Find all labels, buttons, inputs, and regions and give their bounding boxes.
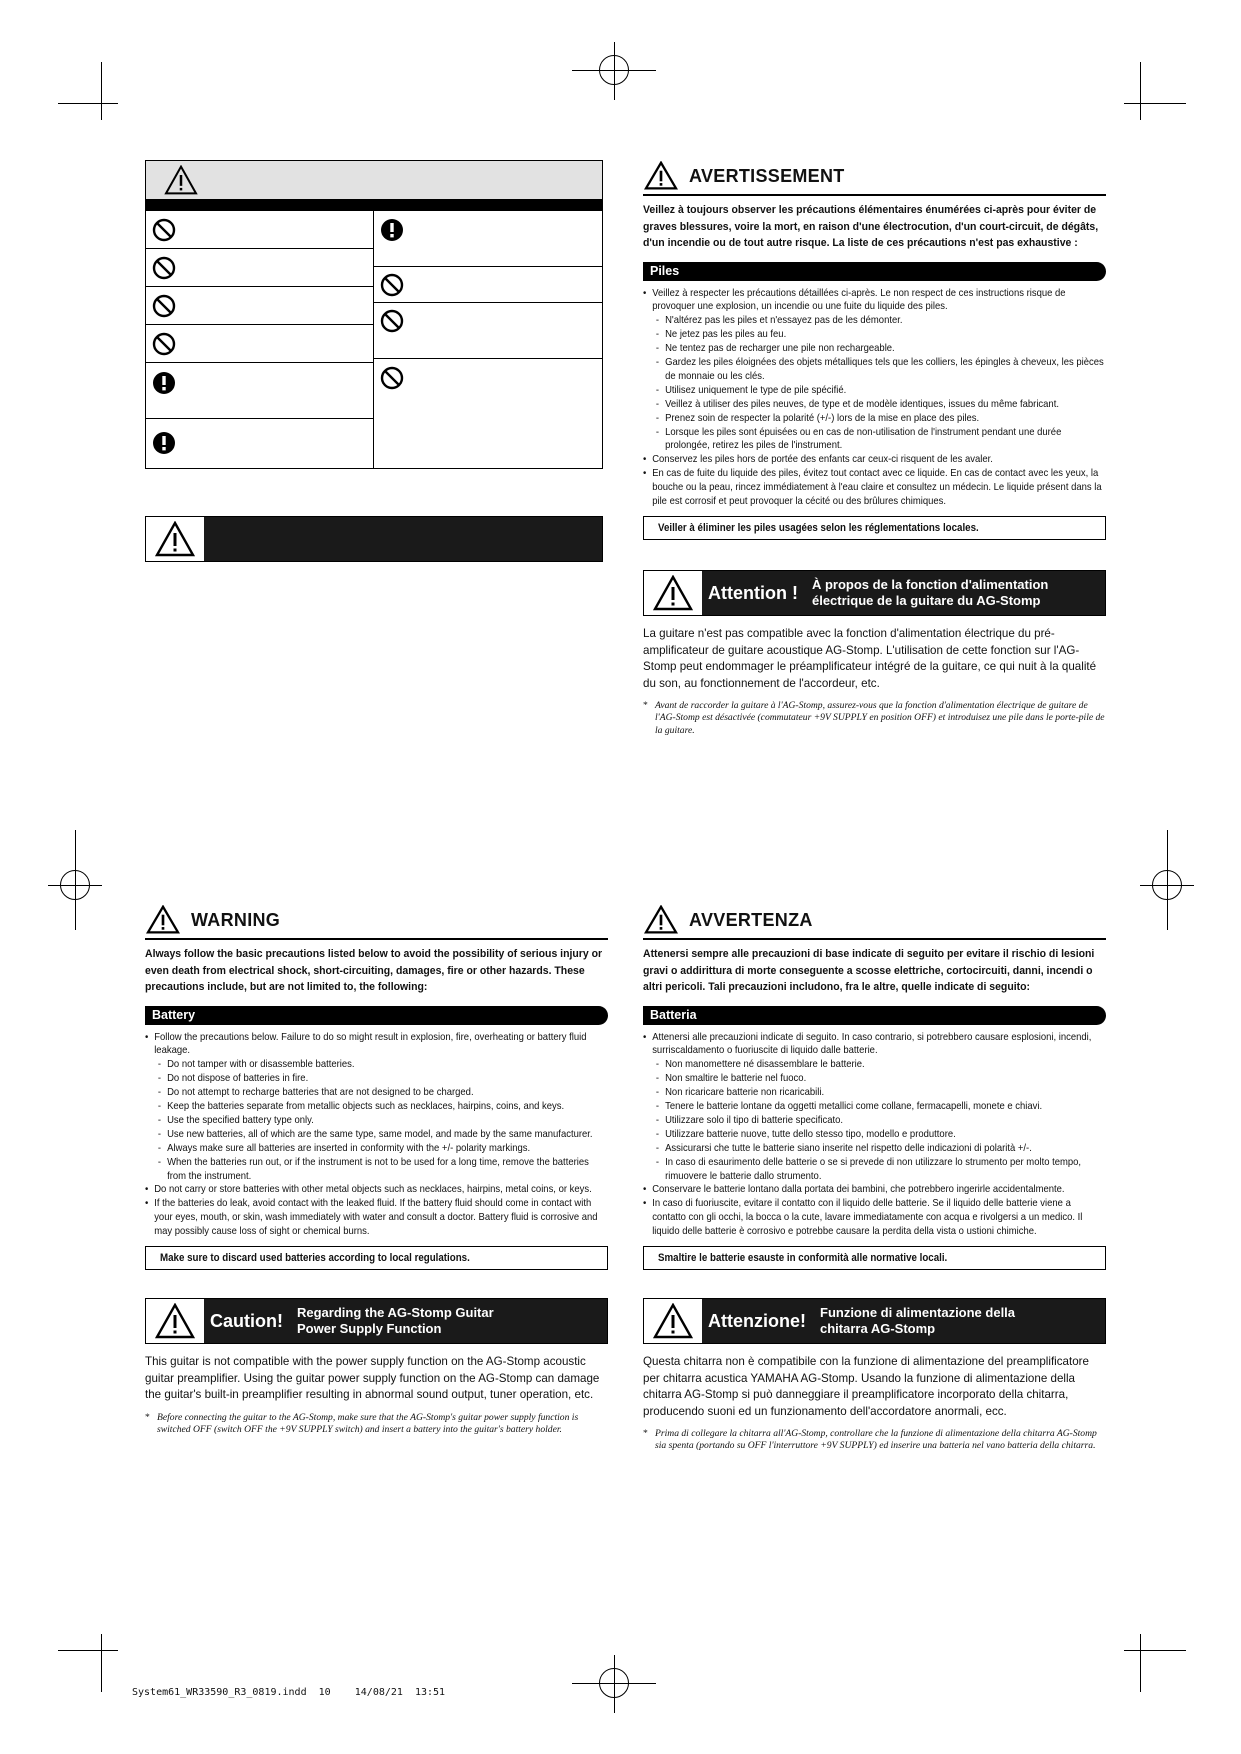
list-item: - Ne tentez pas de recharger une pile non rechargeable. — [643, 342, 1106, 356]
warning-triangle-icon — [653, 1303, 693, 1339]
table-cell — [374, 267, 602, 303]
list-item: - When the batteries run out, or if the instrument is not to be used for a long time, remove the batteries from the instrument. — [145, 1156, 608, 1184]
caution-icon-cell — [146, 517, 204, 561]
mandatory-icon — [152, 431, 176, 455]
intro-text: Attenersi sempre alle precauzioni di base indicate di seguito per evitare il rischio di lesioni gravi o addirittura di morte conseguente a scosse elettriche, cortocircuiti, danni, incendi o altri pericoli. Tali precauzioni includono, fra le altre, quelle indicate di seguito: — [643, 948, 1095, 993]
warning-triangle-icon — [653, 575, 693, 611]
caution-label: Attention ! — [708, 582, 798, 603]
footnote-text: Prima di collegare la chitarra all'AG-Stomp, controllare che la funzione di alimentazione della chitarra AG-Stomp sia spenta (portando su OFF l'interruttore +9V SUPPLY) ed inserire una batteria nel vano batteria della chitarra. — [655, 1428, 1097, 1452]
mandatory-icon — [380, 218, 404, 242]
prohibited-icon — [380, 366, 404, 390]
caution-dark-area — [204, 517, 602, 561]
registration-mark — [614, 1655, 615, 1713]
precautions-list — [643, 1031, 1106, 1240]
table-cell — [146, 325, 373, 363]
caution-paragraph: Questa chitarra non è compatibile con la funzione di alimentazione del preamplificatore per chitarra acustica YAMAHA AG-Stomp. Usando la funzione di alimentazione della chitarra AG-Stomp si può danneggiare il preamplificatore incorporato della chitarra, producendo suoni ed un funzionamento dell'accordatore anormali, ecc. — [643, 1355, 1089, 1418]
caution-label: Attenzione! — [708, 1310, 806, 1331]
disposal-notice — [643, 516, 1106, 540]
list-item: • Conservez les piles hors de portée des enfants car ceux-ci risquent de les avaler. — [643, 453, 1106, 467]
prohibited-icon — [380, 309, 404, 333]
list-item: - Lorsque les piles sont épuisées ou en cas de non-utilisation de l'instrument pendant une durée prolongée, retirez les piles de l'instrument. — [643, 426, 1106, 454]
intro-text: Always follow the basic precautions listed below to avoid the possibility of serious injury or even death from electrical shock, short-circuiting, damages, fire or other hazards. These precautions include, but are not limited to, the following: — [145, 948, 603, 993]
caution-dark-area — [204, 1299, 607, 1343]
list-item: - Ne jetez pas les piles au feu. — [643, 328, 1106, 342]
list-item: • Attenersi alle precauzioni indicate di seguito. In caso contrario, si potrebbero causare esplosioni, incendi, surriscaldamento o fuoriuscite di liquido dalle batterie. — [643, 1031, 1106, 1059]
caution-subtitle — [806, 1305, 1015, 1337]
list-item: - Tenere le batterie lontane da oggetti metallici come collane, fermacapelli, monete e chiavi. — [643, 1100, 1106, 1114]
caution-subtitle-line: chitarra AG-Stomp — [820, 1321, 936, 1337]
mandatory-icon — [152, 371, 176, 395]
footnote-text: Before connecting the guitar to the AG-Stomp, make sure that the AG-Stomp's guitar power supply function is switched OFF (switch OFF the +9V SUPPLY switch) and insert a battery into the guitar's battery holder. — [157, 1411, 579, 1435]
section-header — [643, 904, 1106, 940]
table-cell — [146, 211, 373, 249]
list-item: - Non manomettere né disassemblare le batterie. — [643, 1058, 1106, 1072]
italian-section — [643, 904, 1106, 1453]
list-item: - In caso di esaurimento delle batterie o se si prevede di non utilizzare lo strumento per molto tempo, rimuovere le batterie dallo strumento. — [643, 1156, 1106, 1184]
subsection-label: Piles — [643, 262, 1106, 281]
precautions-list — [145, 1031, 608, 1240]
section-title: AVVERTENZA — [689, 909, 813, 930]
caution-subtitle-line: électrique de la guitare du AG-Stomp — [811, 593, 1041, 608]
print-slug: System61_WR33590_R3_0819.indd 10 14/08/21 13:51 — [132, 1687, 446, 1698]
list-item: - Utilizzare solo il tipo di batterie specificato. — [643, 1114, 1106, 1128]
section-title: AVERTISSEMENT — [689, 165, 845, 186]
list-item: • Do not carry or store batteries with other metal objects such as necklaces, hairpins, metal coins, or keys. — [145, 1183, 608, 1197]
list-item: • If the batteries do leak, avoid contact with the leaked fluid. If the battery fluid should come in contact with your eyes, mouth, or skin, wash immediately with water and consult a doctor. Battery fluid is corrosive and may possibly cause loss of sight or chemical burns. — [145, 1197, 608, 1239]
caution-bar — [145, 1298, 608, 1344]
prohibited-icon — [380, 273, 404, 297]
section-header — [145, 904, 608, 940]
list-item: - Assicurarsi che tutte le batterie siano inserite nel rispetto delle indicazioni di polarità +/-. — [643, 1142, 1106, 1156]
warning-triangle-icon — [164, 165, 198, 195]
caution-subtitle — [283, 1305, 494, 1337]
list-item: - Prenez soin de respecter la polarité (+/-) lors de la mise en place des piles. — [643, 412, 1106, 426]
caution-paragraph: La guitare n'est pas compatible avec la fonction d'alimentation électrique du pré-amplificateur de guitare acoustique AG-Stomp. L'utilisation de cette fonction sur l'AG-Stomp peut endommager le préamplificateur intégré de la guitare, ce qui nuit à la qualité du son, au fonctionnement de l'accordeur, etc. — [643, 627, 1097, 690]
list-item: - N'altérez pas les piles et n'essayez pas de les démonter. — [643, 314, 1106, 328]
caution-bar — [643, 1298, 1106, 1344]
prohibited-icon — [152, 332, 176, 356]
list-item: - Non smaltire le batterie nel fuoco. — [643, 1072, 1106, 1086]
crop-mark — [101, 1634, 102, 1692]
registration-mark — [75, 830, 76, 930]
english-section — [145, 904, 608, 1436]
list-item: - Utilisez uniquement le type de pile spécifié. — [643, 384, 1106, 398]
caution-subtitle-line: Power Supply Function — [296, 1321, 442, 1337]
table-header-bar — [146, 199, 602, 211]
disposal-text: Smaltire le batterie esauste in conformità alle normative locali. — [658, 1252, 948, 1265]
table-cell — [146, 363, 373, 419]
list-item: • Veillez à respecter les précautions détaillées ci-après. Le non respect de ces instructions risque de provoquer une explosion, un incendie ou une fuite du liquide des piles. — [643, 287, 1106, 315]
footnote-text: Avant de raccorder la guitare à l'AG-Stomp, assurez-vous que la fonction d'alimentation électrique de guitare de l'AG-Stomp est désactivée (commutateur +9V SUPPLY en position OFF) et introduisez une pile dans le porte-pile de la guitare. — [655, 700, 1105, 736]
list-item: • Follow the precautions below. Failure to do so might result in explosion, fire, overheating or battery fluid leakage. — [145, 1031, 608, 1059]
registration-mark — [1167, 830, 1168, 930]
caution-icon-cell — [644, 1299, 702, 1343]
footnote: * Before connecting the guitar to the AG-Stomp, make sure that the AG-Stomp's guitar power supply function is switched OFF (switch OFF the +9V SUPPLY switch) and insert a battery into the guitar's battery holder. — [145, 1411, 579, 1435]
disposal-notice — [643, 1246, 1106, 1270]
section-title: WARNING — [191, 909, 281, 930]
crop-mark — [1140, 1634, 1141, 1692]
french-section — [643, 160, 1106, 737]
registration-mark — [614, 42, 615, 100]
prohibited-icon — [152, 256, 176, 280]
caution-bar — [643, 570, 1106, 616]
crop-mark — [1140, 62, 1141, 120]
blank-caution-bar — [145, 516, 603, 562]
caution-subtitle-line: Funzione di alimentazione della — [820, 1305, 1016, 1321]
list-item: - Veillez à utiliser des piles neuves, de type et de modèle identiques, issues du même fabricant. — [643, 398, 1106, 412]
prohibited-icon — [152, 294, 176, 318]
list-item: - Use new batteries, all of which are the same type, same model, and made by the same manufacturer. — [145, 1128, 608, 1142]
prohibited-icon — [152, 218, 176, 242]
list-item: - Utilizzare batterie nuove, tutte dello stesso tipo, modello e produttore. — [643, 1128, 1106, 1142]
crop-mark — [1124, 103, 1186, 104]
caution-paragraph: This guitar is not compatible with the power supply function on the AG-Stomp acoustic guitar preamplifier. Using the guitar power supply function on the AG-Stomp can damage the guitar's built-in preamplifier resulting in abnormal sound output, tuner operation, etc. — [145, 1355, 600, 1402]
disposal-text: Make sure to discard used batteries according to local regulations. — [160, 1252, 470, 1265]
crop-mark — [58, 103, 118, 104]
footnote: * Avant de raccorder la guitare à l'AG-Stomp, assurez-vous que la fonction d'alimentation électrique de guitare de l'AG-Stomp est désactivée (commutateur +9V SUPPLY en position OFF) et introduisez une pile dans le porte-pile de la guitare. — [643, 700, 1105, 736]
warning-triangle-icon — [643, 905, 679, 935]
crop-mark — [1124, 1650, 1186, 1651]
warning-triangle-icon — [155, 1303, 195, 1339]
footnote: * Prima di collegare la chitarra all'AG-Stomp, controllare che la funzione di alimentazione della chitarra AG-Stomp sia spenta (portando su OFF l'interruttore +9V SUPPLY) ed inserire una batteria nel vano batteria della chitarra. — [643, 1428, 1097, 1452]
list-item: • Conservare le batterie lontano dalla portata dei bambini, che potrebbero ingerirle accidentalmente. — [643, 1183, 1106, 1197]
symbol-table — [145, 160, 603, 469]
list-item: - Always make sure all batteries are inserted in conformity with the +/- polarity markings. — [145, 1142, 608, 1156]
list-item: - Do not tamper with or disassemble batteries. — [145, 1058, 608, 1072]
caution-label: Caution! — [210, 1310, 283, 1331]
list-item: - Do not dispose of batteries in fire. — [145, 1072, 608, 1086]
list-item: - Do not attempt to recharge batteries that are not designed to be charged. — [145, 1086, 608, 1100]
section-header — [643, 160, 1106, 196]
caution-subtitle — [798, 577, 1048, 609]
list-item: - Keep the batteries separate from metallic objects such as necklaces, hairpins, coins, and keys. — [145, 1100, 608, 1114]
caution-icon-cell — [146, 1299, 204, 1343]
disposal-notice — [145, 1246, 608, 1270]
disposal-text: Veiller à éliminer les piles usagées selon les réglementations locales. — [658, 522, 979, 534]
caution-dark-area — [702, 1299, 1105, 1343]
intro-text: Veillez à toujours observer les précautions élémentaires énumérées ci-après pour éviter de graves blessures, voire la mort, en raison d'une électrocution, d'un court-circuit, de dégâts, d'un incendie ou de tout autre risque. La liste de ces précautions n'est pas exhaustive : — [643, 204, 1099, 249]
caution-icon-cell — [644, 571, 702, 615]
list-item: - Non ricaricare batterie non ricaricabili. — [643, 1086, 1106, 1100]
crop-mark — [101, 62, 102, 120]
precautions-list — [643, 287, 1106, 510]
table-cell — [146, 249, 373, 287]
warning-triangle-icon — [145, 905, 181, 935]
caution-dark-area — [702, 571, 1105, 615]
table-header — [146, 161, 602, 200]
table-cell — [374, 211, 602, 267]
list-item: - Use the specified battery type only. — [145, 1114, 608, 1128]
subsection-label: Batteria — [643, 1006, 1106, 1025]
list-item: - Gardez les piles éloignées des objets métalliques tels que les colliers, les épingles à cheveux, les pièces de monnaie ou les clés. — [643, 356, 1106, 384]
table-cell — [374, 303, 602, 359]
warning-triangle-icon — [155, 521, 195, 557]
list-item: • In caso di fuoriuscite, evitare il contatto con il liquido delle batterie. Se il liquido delle batterie viene a contatto con gli occhi, la bocca o la cute, lavare immediatamente con acqua e rivolgersi a un medico. Il liquido delle batterie è corrosivo e potrebbe causare la perdita della vista o ustioni chimiche. — [643, 1197, 1106, 1239]
caution-subtitle-line: À propos de la fonction d'alimentation — [811, 577, 1049, 592]
subsection-label: Battery — [145, 1006, 608, 1025]
table-cell — [146, 287, 373, 325]
caution-subtitle-line: Regarding the AG-Stomp Guitar — [296, 1305, 494, 1321]
crop-mark — [58, 1650, 118, 1651]
warning-triangle-icon — [643, 161, 679, 191]
list-item: • En cas de fuite du liquide des piles, évitez tout contact avec ce liquide. En cas de contact avec les yeux, la bouche ou la peau, rincez immédiatement à l'eau claire et consultez un médecin. Le liquide présent dans la pile est corrosif et peut provoquer la cécité ou des brûlures chimiques. — [643, 467, 1106, 509]
